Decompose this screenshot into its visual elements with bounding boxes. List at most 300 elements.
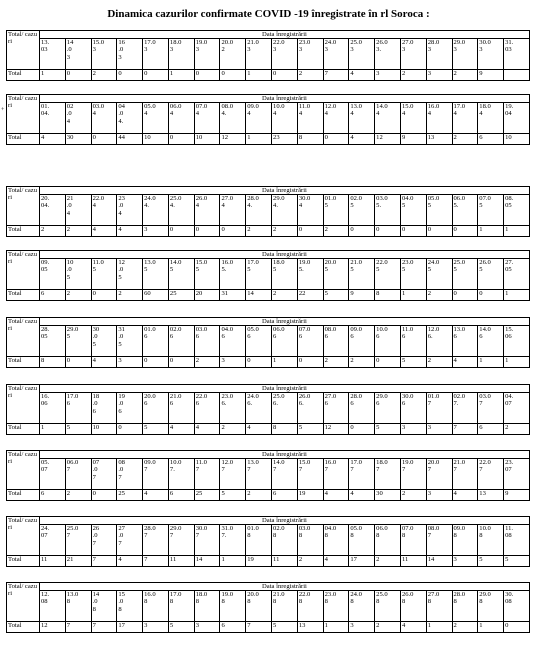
total-value-cell: 0 (168, 134, 194, 145)
total-value-cell: 2 (452, 622, 478, 633)
date-cell: 13.0 7 (246, 459, 272, 490)
total-row (7, 70, 530, 81)
total-value-cell: 12 (220, 134, 246, 145)
total-value-cell: 2 (400, 70, 426, 81)
date-cell: 29.0 8 (478, 591, 504, 622)
date-cell: 11. 08 (504, 525, 530, 556)
date-cell: 31 .0 5 (117, 326, 143, 357)
date-cell: 16. 06 (40, 393, 66, 424)
date-cell: 04.0 6 (220, 326, 246, 357)
total-value-cell: 9 (504, 490, 530, 501)
data-table (6, 94, 530, 145)
date-cell: 27.0 6 (323, 393, 349, 424)
total-value-cell: 11 (272, 556, 298, 567)
date-cell: 05.0 5 (426, 195, 452, 226)
date-cell: 07.0 8 (400, 525, 426, 556)
total-value-cell: 12 (40, 622, 66, 633)
date-cell: 30.0 4 (297, 195, 323, 226)
total-value-cell: 0 (220, 226, 246, 237)
date-cell: 18 .0 6 (91, 393, 117, 424)
total-value-cell: 2 (375, 556, 401, 567)
total-value-cell: 5 (220, 490, 246, 501)
date-cell: 06.0 6 (272, 326, 298, 357)
total-label: Total (7, 226, 40, 237)
date-cell: 21.0 6 (168, 393, 194, 424)
date-header: Data înregistrării (40, 31, 530, 39)
total-value-cell: 0 (168, 357, 194, 368)
total-value-cell: 0 (194, 226, 220, 237)
total-value-cell: 5 (504, 556, 530, 567)
date-cell: 25.0 7 (65, 525, 91, 556)
total-value-cell: 2 (246, 226, 272, 237)
date-cell: 14.0 7 (272, 459, 298, 490)
date-cell: 19. 04 (504, 103, 530, 134)
date-cell: 30.0 7 (194, 525, 220, 556)
date-cell: 27 .0 7 (117, 525, 143, 556)
total-label: Total (7, 622, 40, 633)
total-value-cell: 4 (194, 424, 220, 435)
total-row (7, 556, 530, 567)
total-value-cell: 1 (400, 290, 426, 301)
date-header: Data înregistrării (40, 451, 530, 459)
date-cell: 04.0 8 (323, 525, 349, 556)
total-value-cell: 9 (478, 70, 504, 81)
total-value-cell: 19 (246, 556, 272, 567)
corner-label: Total/ cazuri (7, 385, 40, 424)
total-value-cell: 4 (400, 622, 426, 633)
total-value-cell: 3 (400, 424, 426, 435)
total-value-cell: 17 (117, 622, 143, 633)
total-value-cell: 2 (65, 490, 91, 501)
total-row (7, 424, 530, 435)
date-cell: 12.0 7 (220, 459, 246, 490)
total-value-cell: 1 (504, 226, 530, 237)
total-value-cell: 10 (91, 424, 117, 435)
date-cell: 03.0 6 (194, 326, 220, 357)
total-row (7, 490, 530, 501)
total-label: Total (7, 290, 40, 301)
total-value-cell: 7 (65, 622, 91, 633)
date-cell: 17.0 5 (246, 259, 272, 290)
date-cell: 15. 06 (504, 326, 530, 357)
corner-label: Total/ cazuri (7, 583, 40, 622)
total-value-cell: 1 (478, 622, 504, 633)
total-value-cell: 6 (478, 134, 504, 145)
date-cell: 20.0 2 (220, 39, 246, 70)
total-value-cell: 20 (194, 290, 220, 301)
date-cell: 14 .0 3 (65, 39, 91, 70)
date-cell: 19.0 7 (400, 459, 426, 490)
total-value-cell: 0 (91, 290, 117, 301)
date-cell: 15.0 3 (91, 39, 117, 70)
corner-label: Total/ cazuri (7, 451, 40, 490)
total-value-cell: 2 (297, 556, 323, 567)
corner-label: Total/ cazuri (7, 95, 40, 134)
total-value-cell: 3 (452, 556, 478, 567)
total-value-cell: 0 (349, 424, 375, 435)
date-cell: 16 .0 3 (117, 39, 143, 70)
date-cell: 14.0 4 (375, 103, 401, 134)
total-value-cell: 4 (323, 556, 349, 567)
date-cell: 30.0 6 (400, 393, 426, 424)
table-marker: + (1, 107, 5, 113)
date-cell: 25.0 4. (168, 195, 194, 226)
date-cell: 16.0 5. (220, 259, 246, 290)
total-value-cell: 13 (478, 490, 504, 501)
total-value-cell: 0 (220, 70, 246, 81)
date-cell: 20.0 6 (143, 393, 169, 424)
total-value-cell: 2 (452, 134, 478, 145)
date-cell: 24.0 6. (246, 393, 272, 424)
total-value-cell: 17 (349, 556, 375, 567)
total-value-cell: 6 (220, 622, 246, 633)
date-cell: 09.0 7 (143, 459, 169, 490)
total-value-cell: 0 (349, 226, 375, 237)
date-cell: 04 .0 4. (117, 103, 143, 134)
date-cell: 20.0 8 (246, 591, 272, 622)
date-cell: 18.0 8 (194, 591, 220, 622)
date-header: Data înregistrării (40, 187, 530, 195)
total-value-cell: 1 (246, 134, 272, 145)
total-value-cell: 25 (117, 490, 143, 501)
header-row (7, 451, 530, 459)
date-cell: 29.0 6 (375, 393, 401, 424)
date-cell: 30 .0 5 (91, 326, 117, 357)
date-cell: 01.0 7 (426, 393, 452, 424)
total-value-cell: 6 (478, 424, 504, 435)
total-value-cell: 3 (426, 424, 452, 435)
date-cell: 28.0 7 (143, 525, 169, 556)
date-cell: 22.0 8 (297, 591, 323, 622)
total-value-cell: 5 (478, 556, 504, 567)
date-cell: 22.0 5 (375, 259, 401, 290)
date-cell: 14 .0 8 (91, 591, 117, 622)
total-value-cell: 19 (297, 490, 323, 501)
total-value-cell: 0 (452, 290, 478, 301)
total-value-cell: 7 (91, 622, 117, 633)
total-value-cell: 0 (65, 70, 91, 81)
date-cell: 02.0 6 (168, 326, 194, 357)
total-label: Total (7, 357, 40, 368)
total-value-cell: 0 (297, 226, 323, 237)
total-value-cell: 1 (426, 622, 452, 633)
date-cell: 11.0 5 (91, 259, 117, 290)
date-cell: 03.0 7 (478, 393, 504, 424)
date-cell: 11.0 7 (194, 459, 220, 490)
corner-label: Total/ cazuri (7, 187, 40, 226)
total-value-cell: 0 (65, 357, 91, 368)
date-cell: 15.0 4 (400, 103, 426, 134)
total-value-cell: 2 (65, 290, 91, 301)
date-cell: 15 .0 8 (117, 591, 143, 622)
total-value-cell: 7 (246, 622, 272, 633)
total-value-cell: 5 (65, 424, 91, 435)
date-cell: 22.0 6 (194, 393, 220, 424)
total-value-cell: 5 (272, 622, 298, 633)
header-row (7, 95, 530, 103)
date-cell: 27.0 8 (426, 591, 452, 622)
total-value-cell: 10 (504, 134, 530, 145)
date-cell: 27.0 4 (220, 195, 246, 226)
total-value-cell: 4 (40, 134, 66, 145)
date-cell: 23.0 3 (297, 39, 323, 70)
total-value-cell: 2 (452, 70, 478, 81)
date-cell: 19.0 8 (220, 591, 246, 622)
total-value-cell: 0 (91, 490, 117, 501)
date-cell: 20.0 7 (426, 459, 452, 490)
total-value-cell: 0 (375, 357, 401, 368)
date-cell: 10.0 4 (272, 103, 298, 134)
total-value-cell: 5 (375, 424, 401, 435)
date-header: Data înregistrării (40, 385, 530, 393)
total-value-cell: 0 (168, 226, 194, 237)
total-value-cell: 2 (194, 357, 220, 368)
date-cell: 23 .0 4 (117, 195, 143, 226)
date-cell: 05. 07 (40, 459, 66, 490)
date-cell: 21.0 5 (349, 259, 375, 290)
total-value-cell: 11 (40, 556, 66, 567)
data-table (6, 516, 530, 567)
total-value-cell: 23 (272, 134, 298, 145)
date-cell: 11.0 6 (400, 326, 426, 357)
date-cell: 29.0 3 (452, 39, 478, 70)
date-cell: 27.0 3 (400, 39, 426, 70)
date-cell: 12 .0 5 (117, 259, 143, 290)
total-value-cell: 3 (426, 70, 452, 81)
corner-label: Total/ cazuri (7, 318, 40, 357)
date-cell: 09.0 6 (349, 326, 375, 357)
total-value-cell: 3 (143, 226, 169, 237)
date-cell: 28.0 3 (426, 39, 452, 70)
total-value-cell: 2 (272, 226, 298, 237)
total-value-cell: 2 (426, 357, 452, 368)
date-cell: 30. 08 (504, 591, 530, 622)
date-cell: 02.0 7. (452, 393, 478, 424)
total-value-cell: 2 (91, 70, 117, 81)
date-cell: 13.0 4 (349, 103, 375, 134)
date-cell: 06.0 7 (65, 459, 91, 490)
date-cell: 17.0 4 (452, 103, 478, 134)
date-cell: 29.0 4. (272, 195, 298, 226)
date-cell: 24.0 3 (323, 39, 349, 70)
total-value-cell: 5 (400, 357, 426, 368)
total-value-cell: 8 (272, 424, 298, 435)
date-cell: 16.0 4 (426, 103, 452, 134)
total-value-cell: 4 (117, 226, 143, 237)
dates-row (7, 103, 530, 134)
header-row (7, 385, 530, 393)
total-value-cell: 2 (220, 424, 246, 435)
total-value-cell: 2 (400, 490, 426, 501)
total-value-cell: 6 (168, 490, 194, 501)
total-row (7, 226, 530, 237)
date-cell: 31.0 7. (220, 525, 246, 556)
date-header: Data înregistrării (40, 95, 530, 103)
total-value-cell: 2 (65, 226, 91, 237)
date-cell: 06.0 5. (452, 195, 478, 226)
date-cell: 26 .0 7 (91, 525, 117, 556)
total-value-cell: 0 (375, 226, 401, 237)
total-value-cell: 4 (349, 134, 375, 145)
total-value-cell: 0 (297, 357, 323, 368)
date-cell: 04. 07 (504, 393, 530, 424)
date-cell: 05.0 6 (246, 326, 272, 357)
corner-label: Total/ cazuri (7, 517, 40, 556)
corner-label: Total/ cazuri (7, 251, 40, 290)
total-value-cell: 30 (375, 490, 401, 501)
date-cell: 14.0 6 (478, 326, 504, 357)
total-label: Total (7, 70, 40, 81)
total-value-cell: 0 (504, 622, 530, 633)
date-cell: 01.0 8 (246, 525, 272, 556)
total-value-cell: 11 (400, 556, 426, 567)
total-value-cell: 6 (40, 290, 66, 301)
total-value-cell: 5 (143, 424, 169, 435)
date-cell: 28.0 8 (452, 591, 478, 622)
total-value-cell: 1 (478, 357, 504, 368)
date-cell: 06.0 8 (375, 525, 401, 556)
date-cell: 19.0 5. (297, 259, 323, 290)
date-cell: 25.0 3 (349, 39, 375, 70)
date-cell: 14.0 5 (168, 259, 194, 290)
date-cell: 12.0 4 (323, 103, 349, 134)
total-value-cell: 0 (194, 70, 220, 81)
total-value-cell: 7 (323, 70, 349, 81)
total-value-cell: 1 (40, 424, 66, 435)
total-label: Total (7, 134, 40, 145)
total-value-cell: 5 (168, 622, 194, 633)
total-value-cell: 0 (143, 70, 169, 81)
total-value-cell: 1 (168, 70, 194, 81)
date-cell: 06.0 4 (168, 103, 194, 134)
total-value-cell: 10 (194, 134, 220, 145)
date-cell: 12.0 6. (426, 326, 452, 357)
total-row (7, 622, 530, 633)
date-cell: 28. 05 (40, 326, 66, 357)
total-value-cell: 4 (323, 490, 349, 501)
total-value-cell: 60 (143, 290, 169, 301)
total-value-cell: 0 (452, 226, 478, 237)
total-value-cell: 13 (297, 622, 323, 633)
date-cell: 25.0 8 (375, 591, 401, 622)
date-cell: 08 .0 7 (117, 459, 143, 490)
date-cell: 03.0 8 (297, 525, 323, 556)
date-cell: 18.0 7 (375, 459, 401, 490)
corner-label: Total/ cazuri (7, 31, 40, 70)
date-cell: 15.0 7 (297, 459, 323, 490)
date-cell: 17.0 8 (168, 591, 194, 622)
date-cell: 26.0 8 (400, 591, 426, 622)
total-value-cell: 2 (504, 424, 530, 435)
date-cell: 26.0 4 (194, 195, 220, 226)
total-value-cell: 14 (246, 290, 272, 301)
total-value-cell: 8 (297, 134, 323, 145)
total-value-cell: 1 (40, 70, 66, 81)
total-value-cell: 3 (143, 622, 169, 633)
total-value-cell: 5 (297, 424, 323, 435)
date-cell: 13.0 8 (65, 591, 91, 622)
date-cell: 07 .0 7 (91, 459, 117, 490)
date-header: Data înregistrării (40, 517, 530, 525)
date-cell: 18.0 4 (478, 103, 504, 134)
total-value-cell: 4 (143, 490, 169, 501)
date-cell: 05.0 4 (143, 103, 169, 134)
date-cell: 22.0 4 (91, 195, 117, 226)
total-value-cell: 10 (143, 134, 169, 145)
total-value-cell: 2 (375, 622, 401, 633)
date-cell: 09.0 8 (452, 525, 478, 556)
total-value-cell: 1 (220, 556, 246, 567)
date-cell: 07.0 5 (478, 195, 504, 226)
total-value-cell: 8 (40, 357, 66, 368)
total-value-cell: 4 (91, 357, 117, 368)
total-value-cell: 1 (272, 357, 298, 368)
date-cell: 19.0 3 (194, 39, 220, 70)
date-cell: 20.0 5 (323, 259, 349, 290)
date-cell: 26.0 5 (478, 259, 504, 290)
date-cell: 16.0 8 (143, 591, 169, 622)
total-value-cell: 14 (194, 556, 220, 567)
date-cell: 31. 03 (504, 39, 530, 70)
date-cell: 02.0 8 (272, 525, 298, 556)
date-cell: 24.0 4. (143, 195, 169, 226)
total-value-cell: 2 (426, 290, 452, 301)
total-label: Total (7, 490, 40, 501)
total-value-cell: 2 (297, 70, 323, 81)
total-value-cell: 2 (349, 357, 375, 368)
total-value-cell: 25 (168, 290, 194, 301)
total-value-cell: 2 (272, 290, 298, 301)
total-value-cell: 0 (400, 226, 426, 237)
total-value-cell: 4 (91, 226, 117, 237)
date-cell: 01. 04. (40, 103, 66, 134)
total-value-cell: 0 (426, 226, 452, 237)
date-cell: 28.0 4. (246, 195, 272, 226)
total-value-cell: 2 (323, 226, 349, 237)
date-cell: 26.0 3. (375, 39, 401, 70)
date-cell: 24.0 8 (349, 591, 375, 622)
total-value-cell: 12 (323, 424, 349, 435)
date-cell: 08.0 6 (323, 326, 349, 357)
total-value-cell: 0 (246, 357, 272, 368)
total-value-cell: 7 (91, 556, 117, 567)
date-cell: 13.0 5 (143, 259, 169, 290)
total-value-cell: 1 (504, 357, 530, 368)
date-cell: 15.0 5 (194, 259, 220, 290)
total-value-cell: 1 (323, 622, 349, 633)
total-value-cell: 3 (426, 490, 452, 501)
date-cell: 03.0 4 (91, 103, 117, 134)
date-cell: 17.0 7 (349, 459, 375, 490)
dates-row (7, 393, 530, 424)
header-row (7, 251, 530, 259)
date-cell: 22.0 3 (272, 39, 298, 70)
data-table (6, 186, 530, 237)
date-cell: 07.0 4 (194, 103, 220, 134)
date-cell: 10 .0 5 (65, 259, 91, 290)
total-value-cell: 12 (375, 134, 401, 145)
total-value-cell: 44 (117, 134, 143, 145)
total-value-cell: 4 (246, 424, 272, 435)
dates-row (7, 39, 530, 70)
date-cell: 20. 04. (40, 195, 66, 226)
total-label: Total (7, 424, 40, 435)
total-value-cell: 2 (40, 226, 66, 237)
dates-row (7, 591, 530, 622)
total-value-cell: 6 (272, 490, 298, 501)
total-row (7, 134, 530, 145)
total-value-cell: 1 (478, 226, 504, 237)
